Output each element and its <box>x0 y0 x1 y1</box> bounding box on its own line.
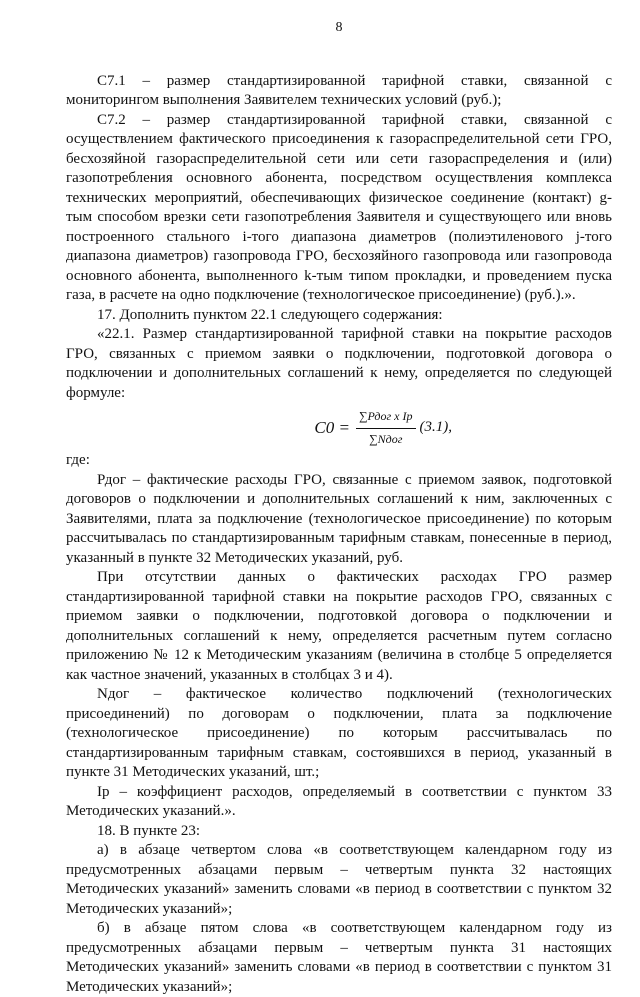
paragraph-subitem-a: а) в абзаце четвертом слова «в соответствующем календарном году из предусмотренных абзацами первым – четвертым пункта 32 настоящих Методических указаний» заменить словами «в период в соответствии с пунктом 32 Методических указаний»; <box>66 842 612 917</box>
formula-3-1 <box>66 407 612 449</box>
formula-number: (3.1), <box>419 419 452 436</box>
formula-lhs: C0 = <box>314 418 350 438</box>
paragraph-22-1: «22.1. Размер стандартизированной тарифной ставки на покрытие расходов ГРО, связанных с приемом заявки о подключении, подготовкой договора о подключении и дополнительных соглашений к нему, определяется по следующей формуле: <box>66 326 612 401</box>
formula-denominator: ∑Nдог <box>369 431 403 446</box>
paragraph-c71: C7.1 – размер стандартизированной тарифной ставки, связанной с мониторингом выполнения Заявителем технических условий (руб.); <box>66 72 612 108</box>
formula-numerator: ∑Рдог x Ip <box>356 407 416 429</box>
paragraph-subitem-b: б) в абзаце пятом слова «в соответствующем календарном году из предусмотренных абзацами первым – четвертым пункта 31 настоящих Методических указаний» заменить словами «в период в соответствии с пунктом 31 Методических указаний»; <box>66 920 612 995</box>
page-number: 8 <box>335 20 343 35</box>
paragraph-absence-data: При отсутствии данных о фактических расходах ГРО размер стандартизированной тарифной ставки на покрытие расходов ГРО, связанных с приемом заявки о подключении, подготовкой договора о подключении и дополнительных соглашений к нему, определяется расчетным путем согласно приложению № 12 к Методическим указаниям (величина в столбце 5 определяется как частное значений, указанных в столбцах 3 и 4). <box>66 569 612 683</box>
paragraph-p-dog: Рдог – фактические расходы ГРО, связанные с приемом заявок, подготовкой договоров о подключении и дополнительных соглашений к ним, заключенных с Заявителями, плата за подключение (технологическое присоединение) по которым рассчитывалась по стандартизированным тарифным ставкам, понесенные в период, указанный в пункте 32 Методических указаний, руб. <box>66 471 612 566</box>
paragraph-ip: Ip – коэффициент расходов, определяемый в соответствии с пунктом 33 Методических указаний.». <box>66 783 612 819</box>
paragraph-c72: C7.2 – размер стандартизированной тарифной ставки, связанной с осуществлением фактического присоединения к газораспределительной сети ГРО, бесхозяйной газораспределительной сети или сети газораспределения и (или) газопотребления основного абонента, посредством осуществления комплекса технических мероприятий, обеспечивающих физическое соединение (контакт) g-тым способом врезки сети газопотребления Заявителя и существующего или вновь построенного стального i-того диапазона диаметров (полиэтиленового j-того диапазона диаметров) газопровода ГРО, бесхозяйного газопровода или газопровода основного абонента, выполненного k-тым типом прокладки, и проведением пуска газа, в расчете на одно подключение (технологическое присоединение) (руб.).». <box>66 111 612 303</box>
paragraph-item-18: 18. В пункте 23: <box>97 822 201 839</box>
formula-fraction <box>356 407 416 449</box>
paragraph-item-17: 17. Дополнить пунктом 22.1 следующего содержания: <box>97 306 443 323</box>
paragraph-n-dog: Nдог – фактическое количество подключений (технологических присоединений) по договорам о подключении, плата за подключение (технологическое присоединение) по которым рассчитывалась по стандартизированным тарифным ставкам, состоявшихся в период, указанный в пункте 31 Методических указаний, шт.; <box>66 686 612 780</box>
paragraph-where: где: <box>66 452 90 468</box>
